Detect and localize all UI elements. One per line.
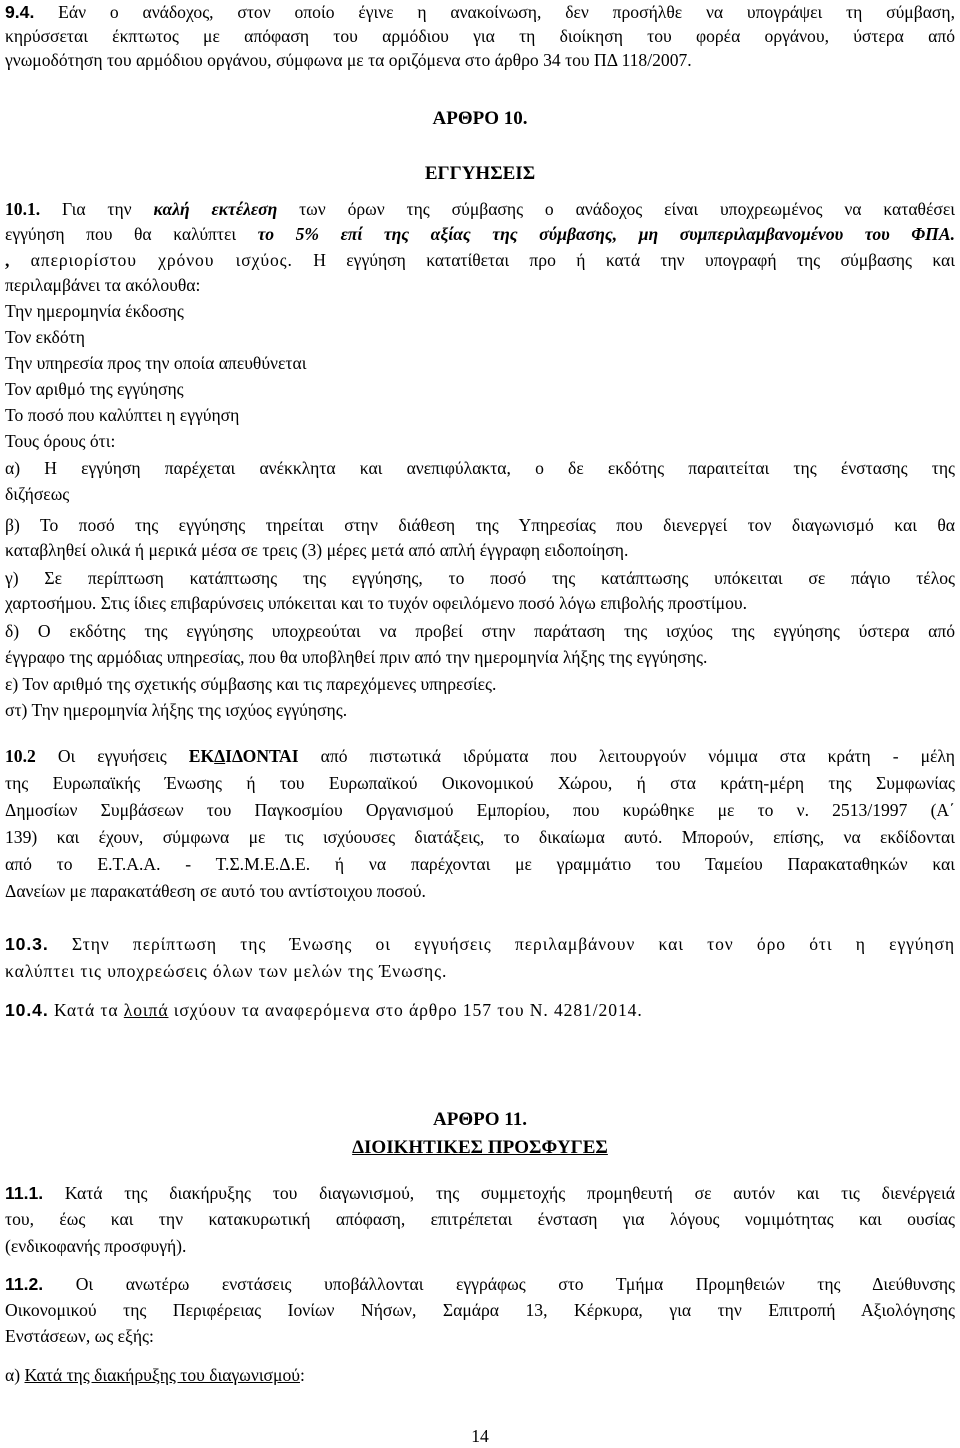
paragraph-10-2-line-3: Δημοσίων Συμβάσεων του Παγκοσμίου Οργανισμού Εμπορίου, που κυρώθηκε με το ν. 2513/1997 (Α΄: [5, 800, 955, 820]
list-item: Τον εκδότη: [5, 327, 85, 347]
paragraph-11-1-line-2: του, έως και την κατακυρωτική απόφαση, επιτρέπεται ένσταση για λόγους νομιμότητας και ουσίας: [5, 1209, 955, 1229]
paragraph-11-1-line-1: 11.1. Κατά της διακήρυξης του διαγωνισμού, της συμμετοχής προμηθευτή σε αυτόν και τις διενέργειά: [5, 1183, 955, 1203]
term-b-line-1: β) Το ποσό της εγγύησης τηρείται στην διάθεση της Υπηρεσίας που διενεργεί τον διαγωνισμό και θα: [5, 515, 955, 535]
term-a-line-2: διζήσεως: [5, 484, 70, 504]
list-item: Την ημερομηνία έκδοσης: [5, 301, 184, 321]
paragraph-11-1-line-3: (ενδικοφανής προσφυγή).: [5, 1236, 187, 1256]
term-b-line-2: καταβληθεί ολικά ή μερικά μέσα σε τρεις (3) μέρες μετά από απλή έγγραφη ειδοποίηση.: [5, 540, 629, 560]
term-c-line-1: γ) Σε περίπτωση κατάπτωσης της εγγύησης, το ποσό της κατάπτωσης υπόκειται σε πάγιο τέλος: [5, 568, 955, 588]
paragraph-10-1-line-2: εγγύηση που θα καλύπτει το 5% επί της αξίας της σύμβασης, μη συμπεριλαμβανομένου του ΦΠΑ.: [5, 224, 956, 244]
clause-number: 9.4.: [5, 2, 35, 22]
paragraph-10-2-line-1: 10.2 Οι εγγυήσεις ΕΚΔΙΔΟΝΤΑΙ από πιστωτικά ιδρύματα που λειτουργούν νόμιμα στα κράτη - μέλη: [5, 746, 955, 766]
clause-number: 10.4.: [5, 1000, 49, 1020]
paragraph-10-2-line-5: από το Ε.Τ.Α.Α. - Τ.Σ.Μ.Ε.Δ.Ε. ή να παρέχονται με γραμμάτιο του Ταμείου Παρακαταθηκών και: [5, 854, 955, 874]
page-number: 14: [471, 1426, 489, 1446]
paragraph-10-1-line-1: 10.1. Για την καλή εκτέλεση των όρων της σύμβασης ο ανάδοχος είναι υποχρεωμένος να καταθέσει: [5, 199, 955, 219]
article-10-subtitle: ΕΓΓΥΗΣΕΙΣ: [424, 163, 536, 184]
paragraph-10-2-line-4: 139) και έχουν, σύμφωνα με τις ισχύουσες διατάξεις, το δικαίωμα αυτό. Μπορούν, επίσης, να εκδίδονται: [5, 827, 955, 847]
clause-number: 11.1.: [5, 1183, 44, 1203]
list-item: Τον αριθμό της εγγύησης: [5, 379, 184, 399]
paragraph-10-2-line-2: της Ευρωπαϊκής Ένωσης ή του Ευρωπαϊκού Οικονομικού Χώρου, ή στα κράτη-μέρη της Συμφωνίας: [5, 773, 955, 793]
term-c-line-2: χαρτοσήμου. Στις ίδιες επιβαρύνσεις υπόκειται και το τυχόν οφειλόμενο ποσό λόγω επιβολής προστίμου.: [5, 593, 747, 613]
term-e: ε) Τον αριθμό της σχετικής σύμβασης και τις παρεχόμενες υπηρεσίες.: [5, 674, 497, 694]
term-a-line-1: α) Η εγγύηση παρέχεται ανέκκλητα και ανεπιφύλακτα, ο δε εκδότης παραιτείται της ένστασης της: [5, 458, 955, 478]
paragraph-10-4: 10.4. Κατά τα λοιπά ισχύουν τα αναφερόμενα στο άρθρο 157 του Ν. 4281/2014.: [5, 1000, 643, 1020]
list-item: Τους όρους ότι:: [5, 431, 116, 451]
paragraph-11-2-line-2: Οικονομικού της Περιφέρειας Ιονίων Νήσων, Σαμάρα 13, Κέρκυρα, για την Επιτροπή Αξιολόγησης: [5, 1300, 955, 1320]
paragraph-9-4-line-2: κηρύσσεται έκπτωτος με απόφαση του αρμόδιου για τη διοίκηση του φορέα οργάνου, ύστερα από: [5, 26, 955, 46]
paragraph-11-2-item-a: α) Κατά της διακήρυξης του διαγωνισμού:: [5, 1365, 305, 1385]
list-item: Το ποσό που καλύπτει η εγγύηση: [5, 405, 240, 425]
term-st: στ) Την ημερομηνία λήξης της ισχύος εγγύησης.: [5, 700, 348, 720]
paragraph-10-3-line-1: 10.3. Στην περίπτωση της Ένωσης οι εγγυήσεις περιλαμβάνουν και τον όρο ότι η εγγύηση: [5, 934, 955, 954]
article-11-title: ΑΡΘΡΟ 11.: [433, 1109, 527, 1130]
clause-number: 10.2: [5, 746, 36, 766]
paragraph-10-2-line-6: Δανείων με παρακατάθεση σε αυτό του αντίστοιχου ποσού.: [5, 881, 426, 901]
clause-number: 11.2.: [5, 1274, 44, 1294]
list-item: Την υπηρεσία προς την οποία απευθύνεται: [5, 353, 307, 373]
paragraph-11-2-line-3: Ενστάσεων, ως εξής:: [5, 1326, 154, 1346]
paragraph-10-1-line-4: περιλαμβάνει τα ακόλουθα:: [5, 275, 201, 295]
term-d-line-2: έγγραφο της αρμόδιας υπηρεσίας, που θα υποβληθεί πριν από την ημερομηνία λήξης της εγγύησης.: [5, 647, 708, 667]
term-d-line-1: δ) Ο εκδότης της εγγύησης υποχρεούται να προβεί στην παράταση της ισχύος της εγγύησης ύστερα από: [5, 621, 955, 641]
clause-number: 10.3.: [5, 934, 49, 954]
paragraph-10-3-line-2: καλύπτει τις υποχρεώσεις όλων των μελών της Ένωσης.: [5, 961, 448, 981]
clause-number: 10.1.: [5, 199, 41, 219]
paragraph-10-1-line-3: , απεριορίστου χρόνου ισχύος. Η εγγύηση κατατίθεται προ ή κατά την υπογραφή της σύμβασης και: [5, 250, 955, 270]
paragraph-9-4-line-3: γνωμοδότηση του αρμόδιου οργάνου, σύμφωνα με τα οριζόμενα στο άρθρο 34 του ΠΔ 118/2007.: [5, 50, 692, 70]
article-11-subtitle: ΔΙΟΙΚΗΤΙΚΕΣ ΠΡΟΣΦΥΓΕΣ: [352, 1137, 608, 1158]
paragraph-11-2-line-1: 11.2. Οι ανωτέρω ενστάσεις υποβάλλονται εγγράφως στο Τμήμα Προμηθειών της Διεύθυνσης: [5, 1274, 955, 1294]
paragraph-9-4-line-1: 9.4. Εάν ο ανάδοχος, στον οποίο έγινε η ανακοίνωση, δεν προσήλθε να υπογράψει τη σύμβαση,: [5, 2, 955, 22]
article-10-title: ΑΡΘΡΟ 10.: [432, 108, 528, 129]
